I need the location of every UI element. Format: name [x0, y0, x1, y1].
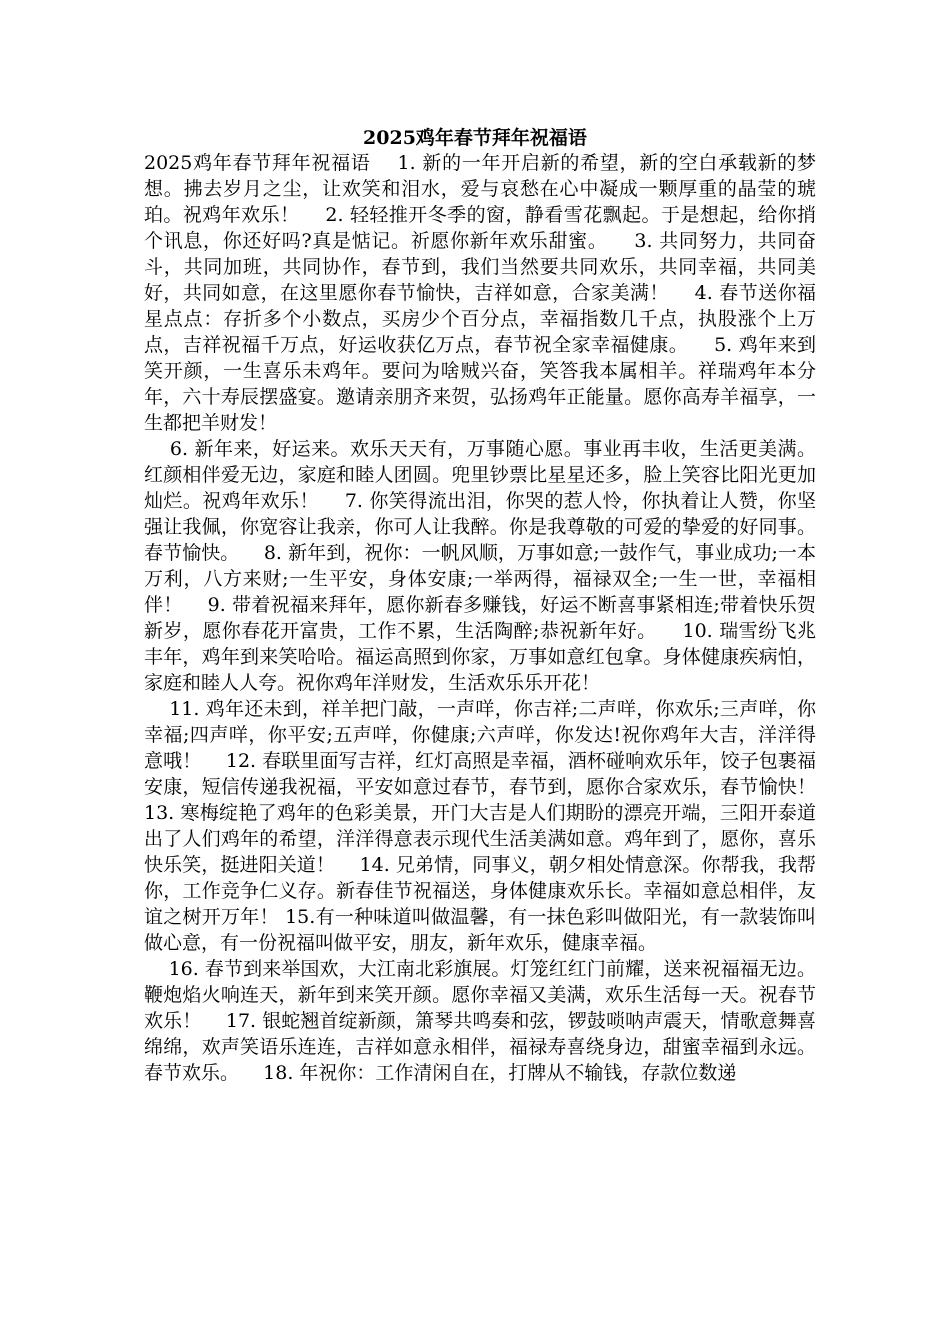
- document-title: 2025鸡年春节拜年祝福语: [363, 127, 587, 149]
- document-body: [144, 150, 841, 1086]
- paragraph: 6. 新年来，好运来。欢乐天天有，万事随心愿。事业再丰收，生活更美满。红颜相伴爱无边，家庭和睦人团圆。兜里钞票比星星还多，脸上笑容比阳光更加灿烂。祝鸡年欢乐！ 7. 你笑得流出泪，你哭的惹人怜，你执着让人赞，你坚强让我佩，你宽容让我亲，你可人让我醉。你是我尊敬的可爱的挚爱的好同事。春节愉快。 8. 新年到，祝你：一帆风顺，万事如意;一鼓作气，事业成功;一本万利，八方来财;一生平安，身体安康;一举两得，福禄双全;一生一世，幸福相伴！ 9. 带着祝福来拜年，愿你新春多赚钱，好运不断喜事紧相连;带着快乐贺新岁，愿你春花开富贵，工作不累，生活陶醉;恭祝新年好。 10. 瑞雪纷飞兆丰年，鸡年到来笑哈哈。福运高照到你家，万事如意红包拿。身体健康疾病怕，家庭和睦人人夸。祝你鸡年洋财发，生活欢乐乐开花！: [144, 438, 816, 694]
- paragraph: 2025鸡年春节拜年祝福语 1. 新的一年开启新的希望，新的空白承载新的梦想。拂去岁月之尘，让欢笑和泪水，爱与哀愁在心中凝成一颗厚重的晶莹的琥珀。祝鸡年欢乐！ 2. 轻轻推开冬季的窗，静看雪花飘起。于是想起，给你捎个讯息，你还好吗?真是惦记。祈愿你新年欢乐甜蜜。 3. 共同努力，共同奋斗，共同加班，共同协作，春节到，我们当然要共同欢乐，共同幸福，共同美好，共同如意，在这里愿你春节愉快，吉祥如意，合家美满！ 4. 春节送你福星点点：存折多个小数点，买房少个百分点，幸福指数几千点，执股涨个上万点，吉祥祝福千万点，好运收获亿万点，春节祝全家幸福健康。 5. 鸡年来到笑开颜，一生喜乐未鸡年。要问为啥贼兴奋，笑答我本属相羊。祥瑞鸡年本分年，六十寿辰摆盛宴。邀请亲朋齐来贺，弘扬鸡年正能量。愿你高寿羊福享，一生都把羊财发！: [144, 152, 816, 434]
- paragraph: 11. 鸡年还未到，祥羊把门敲，一声咩，你吉祥;二声咩，你欢乐;三声咩，你幸福;四声咩，你平安;五声咩，你健康;六声咩，你发达!祝你鸡年大吉，洋洋得意哦！ 12. 春联里面写吉祥，红灯高照是幸福，酒杯碰响欢乐年，饺子包裹福安康，短信传递我祝福，平安如意过春节，春节到，愿你合家欢乐，春节愉快！ 13. 寒梅绽艳了鸡年的色彩美景，开门大吉是人们期盼的漂亮开端，三阳开泰道出了人们鸡年的希望，洋洋得意表示现代生活美满如意。鸡年到了，愿你，喜乐快乐笑，挺进阳关道！ 14. 兄弟情，同事义，朝夕相处情意深。你帮我，我帮你，工作竞争仁义存。新春佳节祝福送，身体健康欢乐长。幸福如意总相伴，友谊之树开万年！ 15.有一种味道叫做温馨，有一抹色彩叫做阳光，有一款装饰叫做心意，有一份祝福叫做平安，朋友，新年欢乐，健康幸福。: [144, 698, 841, 954]
- paragraph: 16. 春节到来举国欢，大江南北彩旗展。灯笼红红门前耀，送来祝福福无边。鞭炮焰火响连天，新年到来笑开颜。愿你幸福又美满，欢乐生活每一天。祝春节欢乐！ 17. 银蛇翘首绽新颜，箫琴共鸣奏和弦，锣鼓唢呐声震天，情歌意舞喜绵绵，欢声笑语乐连连，吉祥如意永相伴，福禄寿喜绕身边，甜蜜幸福到永远。春节欢乐。 18. 年祝你：工作清闲自在，打牌从不输钱，存款位数递: [144, 958, 816, 1084]
